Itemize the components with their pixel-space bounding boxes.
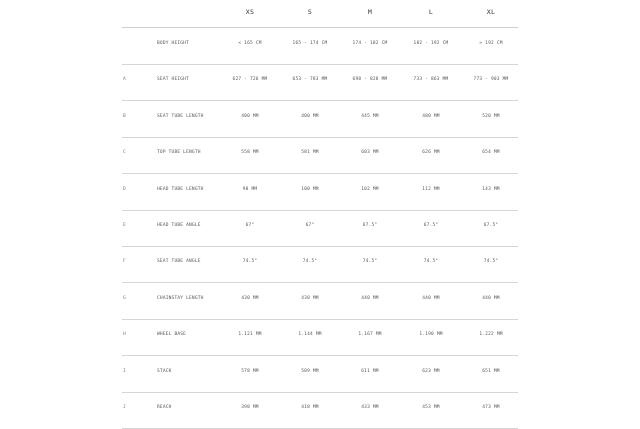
table-cell: 67° — [245, 223, 255, 228]
table-cell: 398 MM — [241, 405, 259, 410]
table-cell: 558 MM — [241, 150, 259, 156]
row-letter: D — [123, 186, 126, 192]
table-cell: 440 MM — [482, 295, 500, 301]
table-row — [122, 392, 518, 429]
table-cell: 453 MM — [422, 405, 440, 410]
table-cell: 445 MM — [361, 113, 379, 119]
table-cell: 651 MM — [482, 368, 500, 374]
row-letter: I — [123, 368, 126, 374]
table-cell: 433 MM — [361, 405, 379, 410]
table-cell: 74.5° — [302, 259, 318, 265]
table-cell: 74.5° — [362, 259, 378, 265]
table-cell: 473 MM — [482, 405, 500, 410]
table-cell: 430 MM — [301, 295, 319, 301]
table-cell: 74.5° — [423, 259, 439, 265]
table-row — [122, 101, 518, 138]
table-cell: 74.5° — [483, 259, 499, 265]
table-cell: 480 MM — [422, 113, 440, 119]
table-row — [122, 28, 518, 65]
table-cell: 733 - 863 MM — [413, 77, 449, 83]
table-cell: 112 MM — [422, 186, 440, 192]
table-row — [122, 283, 518, 320]
size-header-l: L — [428, 8, 434, 16]
table-cell: 589 MM — [301, 368, 319, 374]
row-label: HEAD TUBE LENGTH — [157, 186, 204, 192]
table-row — [122, 174, 518, 211]
table-cell: 143 MM — [482, 186, 500, 192]
row-label: WHEEL BASE — [157, 332, 187, 338]
table-row — [122, 356, 518, 393]
table-cell: 440 MM — [422, 295, 440, 301]
size-header-row — [122, 0, 518, 28]
row-label: BODY HEIGHT — [157, 41, 190, 46]
table-cell: 430 MM — [241, 295, 259, 301]
row-letter: B — [123, 113, 126, 119]
table-cell: 1.190 MM — [419, 332, 443, 338]
table-cell: 165 - 174 CM — [292, 41, 328, 46]
row-letter: F — [123, 259, 126, 265]
table-cell: 1.222 MM — [479, 332, 503, 338]
table-cell: 418 MM — [301, 405, 319, 410]
table-cell: 581 MM — [301, 150, 319, 156]
table-cell: 440 MM — [361, 295, 379, 301]
row-label: SEAT TUBE LENGTH — [157, 113, 204, 119]
table-cell: 67.5° — [362, 223, 378, 228]
table-cell: 400 MM — [241, 113, 259, 119]
row-label: SEAT HEIGHT — [157, 77, 190, 83]
table-row — [122, 246, 518, 283]
table-cell: 67.5° — [423, 223, 439, 228]
table-cell: 174 - 182 CM — [352, 41, 388, 46]
row-letter: C — [123, 150, 126, 156]
size-header-m: M — [367, 8, 373, 16]
row-letter: J — [123, 405, 126, 410]
table-cell: 626 MM — [422, 150, 440, 156]
table-cell: 98 MM — [242, 186, 258, 192]
table-row — [122, 137, 518, 174]
table-cell: 520 MM — [482, 113, 500, 119]
table-cell: 74.5° — [242, 259, 258, 265]
row-label: STACK — [157, 368, 172, 374]
row-letter: G — [123, 295, 126, 301]
table-cell: 1.144 MM — [298, 332, 322, 338]
row-label: HEAD TUBE ANGLE — [157, 223, 201, 228]
row-label: REACH — [157, 405, 172, 410]
size-header-s: S — [307, 8, 313, 16]
row-letter: E — [123, 223, 126, 228]
table-cell: 67° — [305, 223, 315, 228]
table-cell: < 165 CM — [238, 41, 262, 46]
table-cell: 102 MM — [361, 186, 379, 192]
table-cell: 182 - 192 CM — [413, 41, 449, 46]
table-cell: 1.121 MM — [238, 332, 262, 338]
table-cell: 698 - 828 MM — [352, 77, 388, 83]
table-cell: 1.167 MM — [358, 332, 382, 338]
row-label: TOP TUBE LENGTH — [157, 150, 201, 156]
table-cell: 578 MM — [241, 368, 259, 374]
table-cell: 611 MM — [361, 368, 379, 374]
table-cell: 400 MM — [301, 113, 319, 119]
table-cell: 623 MM — [422, 368, 440, 374]
row-letter: H — [123, 332, 126, 338]
table-cell: > 192 CM — [479, 41, 503, 46]
size-header-xl: XL — [486, 8, 496, 16]
table-cell: 654 MM — [482, 150, 500, 156]
table-cell: 100 MM — [301, 186, 319, 192]
table-cell: 603 MM — [361, 150, 379, 156]
table-row — [122, 64, 518, 101]
table-cell: 653 - 783 MM — [292, 77, 328, 83]
row-label: SEAT TUBE ANGLE — [157, 259, 201, 265]
table-cell: 627 - 726 MM — [232, 77, 268, 83]
size-header-xs: XS — [245, 8, 255, 16]
table-row — [122, 319, 518, 356]
table-cell: 67.5° — [483, 223, 499, 228]
row-label: CHAINSTAY LENGTH — [157, 295, 204, 301]
table-row — [122, 210, 518, 247]
row-letter: A — [123, 77, 126, 83]
table-cell: 773 - 903 MM — [473, 77, 509, 83]
